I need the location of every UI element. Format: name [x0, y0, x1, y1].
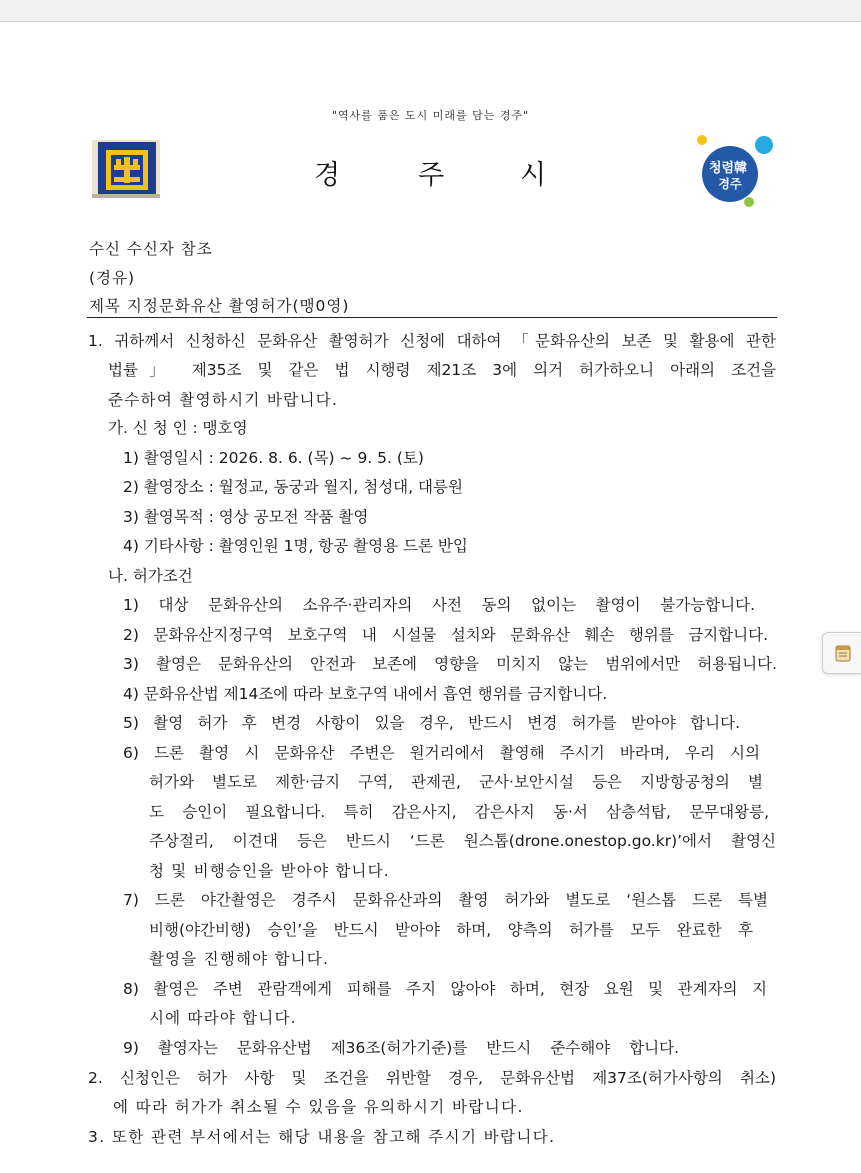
condition-7-line-1: 7) 드론 야간촬영은 경주시 문화유산과의 촬영 허가와 별도로 ‘원스톱 드론 특별 — [123, 891, 768, 909]
title-char-1: 경 — [314, 160, 341, 191]
condition-1: 1) 대상 문화유산의 소유주·관리자의 사전 동의 없이는 촬영이 불가능합니다. — [123, 596, 755, 614]
condition-3: 3) 촬영은 문화유산의 안전과 보존에 영향을 미치지 않는 범위에서만 허용됩니다. — [123, 655, 777, 673]
condition-5: 5) 촬영 허가 후 변경 사항이 있을 경우, 반드시 변경 허가를 받아야 합니다. — [123, 714, 740, 732]
paragraph-1-line-3: 준수하여 촬영하시기 바랍니다. — [108, 391, 339, 409]
condition-8-line-2: 시에 따라야 합니다. — [149, 1009, 297, 1027]
paragraph-1-line-2: 법률」 제35조 및 같은 법 시행령 제21조 3에 의거 허가하오니 아래의 조건을 — [108, 361, 776, 379]
svg-text:경주: 경주 — [718, 177, 742, 191]
other-notes-item: 4) 기타사항 : 촬영인원 1명, 항공 촬영용 드론 반입 — [123, 537, 468, 555]
shoot-location-item: 2) 촬영장소 : 월정교, 동궁과 월지, 첨성대, 대릉원 — [123, 478, 463, 496]
paragraph-2-line-2: 에 따라 허가가 취소될 수 있음을 유의하시기 바랍니다. — [113, 1098, 524, 1116]
brand-logo-text: 청렴韓 — [708, 161, 748, 176]
condition-7-line-3: 촬영을 진행해야 합니다. — [149, 950, 330, 968]
paragraph-2-line-1: 2. 신청인은 허가 사항 및 조건을 위반할 경우, 문화유산법 제37조(허가사항의 취소) — [88, 1069, 776, 1087]
city-slogan: "역사를 품은 도시 미래를 담는 경주" — [331, 109, 530, 122]
shoot-purpose-item: 3) 촬영목적 : 영상 공모전 작품 촬영 — [123, 508, 369, 526]
subject-line: 제목 지정문화유산 촬영허가(맹0영) — [89, 297, 350, 315]
via-line: (경유) — [89, 269, 136, 287]
integrity-gyeongju-logo — [694, 132, 774, 212]
condition-6-line-5: 청 및 비행승인을 받아야 합니다. — [149, 862, 390, 880]
condition-9: 9) 촬영자는 문화유산법 제36조(허가기준)를 반드시 준수해야 합니다. — [123, 1039, 679, 1057]
condition-4: 4) 문화유산법 제14조에 따라 보호구역 내에서 흡연 행위를 금지합니다. — [123, 685, 608, 703]
city-emblem-logo — [92, 138, 160, 200]
notepad-icon — [833, 643, 853, 663]
recipient-line: 수신 수신자 참조 — [89, 240, 213, 258]
viewer-top-bar — [0, 0, 861, 22]
shoot-date-item: 1) 촬영일시 : 2026. 8. 6. (목) ~ 9. 5. (토) — [123, 449, 424, 467]
condition-6-line-2: 허가와 별도로 제한·금지 구역, 관제권, 군사·보안시설 등은 지방항공청의 별 — [149, 773, 763, 791]
condition-2: 2) 문화유산지정구역 보호구역 내 시설물 설치와 문화유산 훼손 행위를 금지합니다. — [123, 626, 768, 644]
paragraph-3: 3. 또한 관련 부서에서는 해당 내용을 참고해 주시기 바랍니다. — [88, 1128, 556, 1146]
condition-6-line-3: 도 승인이 필요합니다. 특히 감은사지, 감은사지 동·서 삼층석탑, 문무대왕릉, — [149, 803, 769, 821]
paragraph-1-line-1: 1. 귀하께서 신청하신 문화유산 촬영허가 신청에 대하여 「문화유산의 보존 및 활용에 관한 — [88, 332, 776, 350]
side-panel-button[interactable] — [822, 632, 861, 674]
applicant-heading: 가. 신 청 인 : 맹호영 — [108, 419, 248, 437]
condition-7-line-2: 비행(야간비행) 승인’을 반드시 받아야 하며, 양측의 허가를 모두 완료한 후 — [149, 921, 753, 939]
title-char-3: 시 — [520, 160, 547, 191]
condition-6-line-4: 주상절리, 이견대 등은 반드시 ‘드론 원스톱(drone.onestop.go.kr)’에서 촬영신 — [149, 832, 776, 850]
condition-6-line-1: 6) 드론 촬영 시 문화유산 주변은 원거리에서 촬영해 주시기 바라며, 우리 시의 — [123, 744, 760, 762]
subject-divider — [87, 317, 777, 318]
title-char-2: 주 — [418, 160, 445, 191]
condition-8-line-1: 8) 촬영은 주변 관람객에게 피해를 주지 않아야 하며, 현장 요원 및 관계자의 지 — [123, 980, 767, 998]
permit-conditions-heading: 나. 허가조건 — [108, 567, 193, 585]
